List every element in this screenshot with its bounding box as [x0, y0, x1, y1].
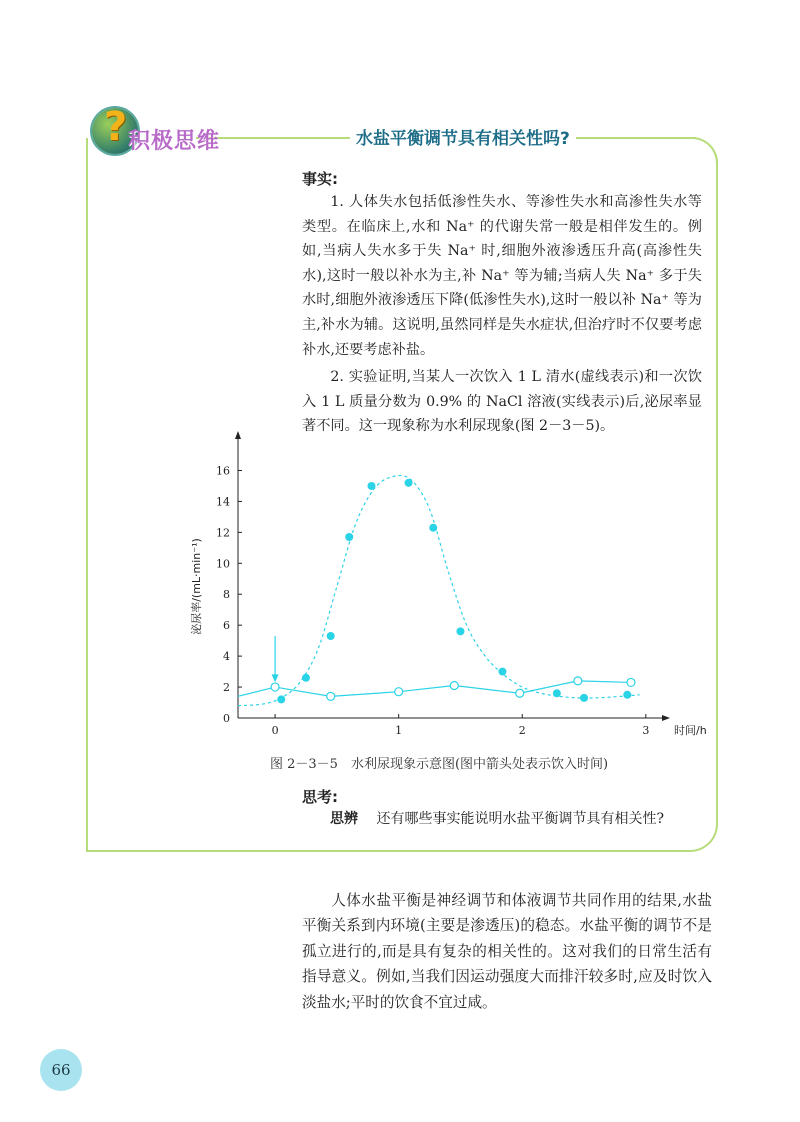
x-axis-arrow-icon: [662, 715, 670, 721]
water-data-point: [553, 689, 561, 697]
y-tick-label: 12: [216, 526, 230, 540]
figure-caption: 图 2－3－5 水利尿现象示意图(图中箭头处表示饮入时间): [270, 757, 609, 772]
y-tick-label: 4: [223, 650, 230, 664]
saline-data-point: [327, 692, 335, 700]
chart-svg: [190, 425, 710, 745]
water-series-curve: [238, 476, 640, 706]
y-tick-label: 8: [223, 588, 230, 602]
saline-data-point: [574, 677, 582, 685]
saline-data-point: [395, 688, 403, 696]
saline-data-point: [516, 689, 524, 697]
water-data-point: [456, 627, 464, 635]
saline-data-point: [271, 683, 279, 691]
saline-series-line: [238, 681, 631, 696]
y-axis-arrow-icon: [235, 431, 241, 439]
drink-time-arrow-head-icon: [272, 674, 279, 682]
water-data-point: [277, 695, 285, 703]
water-data-point: [367, 482, 375, 490]
y-tick-label: 0: [223, 712, 230, 725]
question-mark-icon: ?: [104, 104, 128, 150]
box-badge-label: 积极思维: [128, 129, 221, 154]
x-tick-label: 1: [395, 724, 403, 737]
x-axis-label: 时间/h: [674, 724, 707, 737]
water-data-point: [623, 691, 631, 699]
body-paragraph: 人体水盐平衡是神经调节和体液调节共同作用的结果,水盐平衡关系到内环境(主要是渗透压)的稳态。水盐平衡的调节不是孤立进行的,而是具有复杂的相关性的。这对我们的日常生活有指导意义。例如,当我们因运动强度大而排汗较多时,应及时饮入淡盐水;平时的饮食不宜过咸。: [302, 892, 712, 1011]
y-tick-label: 6: [223, 619, 230, 633]
water-data-point: [429, 524, 437, 532]
facts-paragraph-2: 2. 实验证明,当某人一次饮入 1 L 清水(虚线表示)和一次饮入 1 L 质量分数为 0.9% 的 NaCl 溶液(实线表示)后,泌尿率显著不同。这一现象称为水利尿现象(图 2－3－5)。: [302, 369, 702, 435]
water-data-point: [327, 632, 335, 640]
page-number: 66: [51, 1061, 71, 1079]
y-tick-label: 2: [223, 681, 230, 695]
facts-heading: 事实:: [302, 170, 338, 188]
thinking-heading: 思考:: [302, 788, 338, 806]
x-tick-label: 3: [642, 724, 650, 737]
x-tick-label: 0: [271, 724, 279, 737]
thinking-item-label: 思辨: [330, 811, 358, 827]
saline-data-point: [450, 682, 458, 690]
thinking-item-text: 还有哪些事实能说明水盐平衡调节具有相关性?: [376, 811, 664, 827]
y-tick-label: 10: [216, 557, 230, 571]
thinking-item: [330, 808, 664, 828]
water-data-point: [498, 668, 506, 676]
y-tick-label: 14: [216, 495, 230, 509]
saline-data-point: [627, 678, 635, 686]
water-data-point: [345, 533, 353, 541]
activity-box-corner: [690, 137, 718, 165]
water-data-point: [580, 694, 588, 702]
facts-paragraph-1: 1. 人体失水包括低渗性失水、等渗性失水和高渗性失水等类型。在临床上,水和 Na⁺ 的代谢失常一般是相伴发生的。例如,当病人失水多于失 Na⁺ 时,细胞外液渗透压升高(高渗性失水),这时一般以补水为主,补 Na⁺ 等为辅;当病人失 Na⁺ 多于失水时,细胞外液渗透压下降(低渗性失水),这时一般以补 Na⁺ 等为主,补水为辅。这说明,虽然同样是失水症状,但治疗时不仅要考虑补水,还要考虑补盐。: [302, 194, 702, 358]
x-tick-label: 2: [518, 724, 526, 737]
diuresis-chart: [190, 425, 710, 745]
y-tick-label: 16: [216, 464, 230, 478]
box-title: 水盐平衡调节具有相关性吗?: [350, 124, 576, 149]
y-axis-label: 泌尿率/(mL·min⁻¹): [190, 538, 203, 635]
water-data-point: [302, 674, 310, 682]
page-number-badge: [40, 1049, 82, 1091]
water-data-point: [405, 479, 413, 487]
